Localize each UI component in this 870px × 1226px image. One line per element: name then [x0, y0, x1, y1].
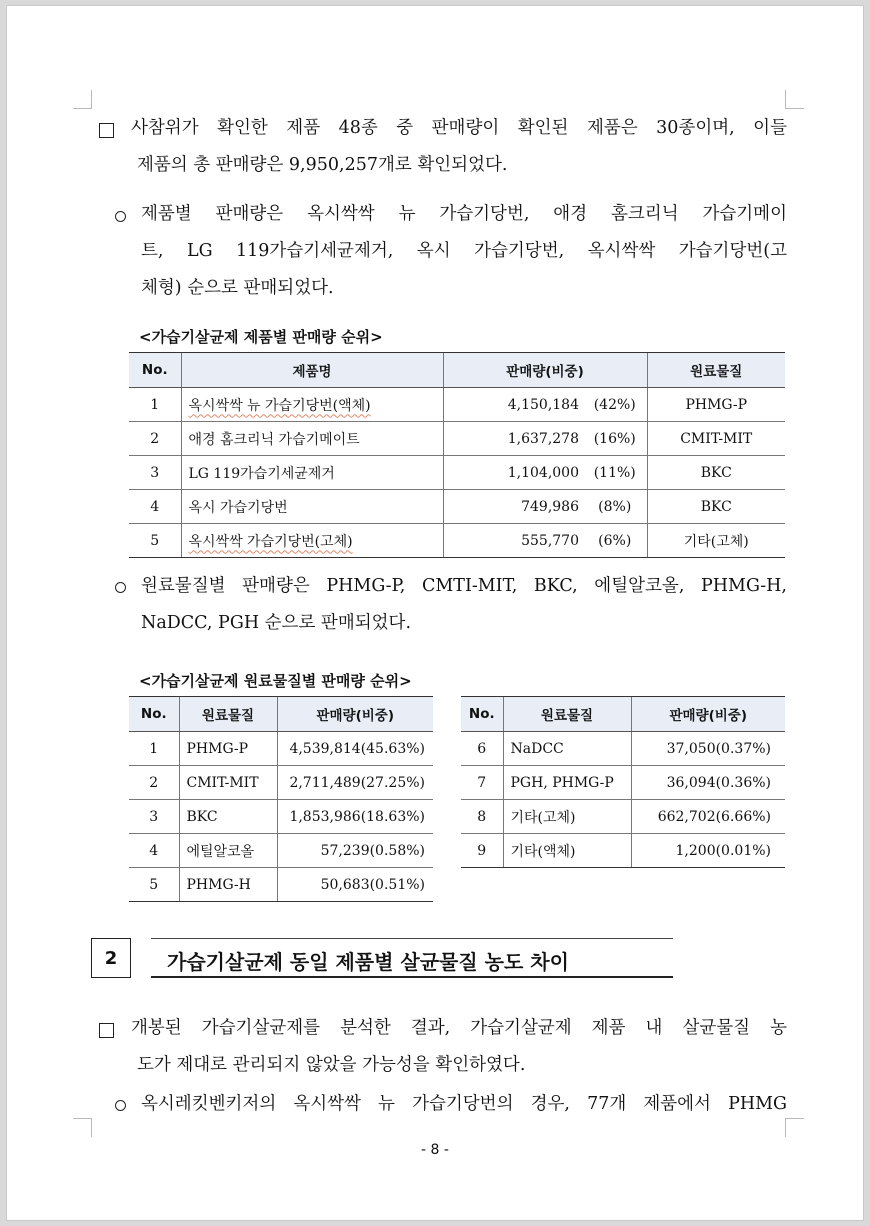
- margin-corner-mark: [73, 1118, 92, 1137]
- table-row: [129, 456, 785, 490]
- rank-cell: 3: [129, 456, 181, 490]
- table-row: [461, 834, 785, 868]
- paragraph-analysis-result: [131, 1010, 787, 1084]
- material-cell: CMIT-MIT: [647, 422, 785, 456]
- product-cell: 옥시 가습기당번: [181, 490, 443, 524]
- material-cell: PHMG-H: [179, 868, 277, 902]
- text-line: 트, LG 119가습기세균제거, 옥시 가습기당번, 옥시싹싹 가습기당번(고: [141, 241, 787, 261]
- margin-corner-mark: [785, 1118, 804, 1137]
- table-row: [129, 388, 785, 422]
- margin-corner-mark: [73, 90, 92, 109]
- table-row: [129, 524, 785, 558]
- document-page: [6, 5, 864, 1221]
- text-line: 도가 제대로 관리되지 않았을 가능성을 확인하였다.: [137, 1055, 526, 1075]
- section-number: 2: [91, 938, 131, 978]
- rank-cell: 8: [461, 800, 503, 834]
- share-cell: (16%): [583, 422, 647, 456]
- rank-cell: 5: [129, 524, 181, 558]
- sales-cell: 749,986: [443, 490, 583, 524]
- material-cell: PHMG-P: [647, 388, 785, 422]
- sales-cell: 57,239(0.58%): [277, 834, 433, 868]
- material-sales-table-right: [461, 696, 785, 868]
- header-sales: 판매량(비중): [443, 353, 647, 388]
- material-cell: 기타(고체): [647, 524, 785, 558]
- table-row: [461, 732, 785, 766]
- square-bullet-icon: [99, 123, 114, 138]
- header-no: No.: [461, 697, 503, 732]
- margin-corner-mark: [785, 90, 804, 109]
- sales-cell: 662,702(6.66%): [631, 800, 785, 834]
- text-line: NaDCC, PGH 순으로 판매되었다.: [141, 613, 412, 633]
- table-row: [129, 800, 433, 834]
- material-cell: PHMG-P: [179, 732, 277, 766]
- header-sales: 판매량(비중): [277, 697, 433, 732]
- circle-bullet-icon: [115, 582, 126, 593]
- paragraph-summary: [131, 110, 787, 184]
- rank-cell: 4: [129, 834, 179, 868]
- paragraph-concentration: [141, 1086, 787, 1123]
- sales-cell: 1,104,000: [443, 456, 583, 490]
- sales-cell: 2,711,489(27.25%): [277, 766, 433, 800]
- rank-cell: 9: [461, 834, 503, 868]
- table-row: [129, 490, 785, 524]
- header-product: 제품명: [181, 353, 443, 388]
- sales-cell: 36,094(0.36%): [631, 766, 785, 800]
- header-no: No.: [129, 697, 179, 732]
- share-cell: (11%): [583, 456, 647, 490]
- table-row: [129, 732, 433, 766]
- text-line: 제품별 판매량은 옥시싹싹 뉴 가습기당번, 애경 홈크리닉 가습기메이: [141, 204, 787, 224]
- rank-cell: 1: [129, 732, 179, 766]
- square-bullet-icon: [99, 1023, 114, 1038]
- text-line: 옥시레킷벤키저의 옥시싹싹 뉴 가습기당번의 경우, 77개 제품에서 PHMG: [141, 1094, 787, 1114]
- material-cell: BKC: [647, 456, 785, 490]
- table-row: [129, 868, 433, 902]
- sales-cell: 1,853,986(18.63%): [277, 800, 433, 834]
- material-sales-table-left: [129, 696, 433, 902]
- header-material: 원료물질: [179, 697, 277, 732]
- material-cell: BKC: [179, 800, 277, 834]
- material-cell: NaDCC: [503, 732, 631, 766]
- table-row: [461, 800, 785, 834]
- paragraph-material-ranking: [141, 568, 787, 642]
- sales-cell: 555,770: [443, 524, 583, 558]
- text-line: 원료물질별 판매량은 PHMG-P, CMTI-MIT, BKC, 에틸알코올, PHMG-H,: [141, 576, 787, 596]
- table-caption: <가습기살균제 제품별 판매량 순위>: [139, 328, 383, 346]
- rank-cell: 2: [129, 422, 181, 456]
- share-cell: (6%): [583, 524, 647, 558]
- material-cell: 기타(액체): [503, 834, 631, 868]
- header-material: 원료물질: [503, 697, 631, 732]
- sales-cell: 50,683(0.51%): [277, 868, 433, 902]
- material-cell: BKC: [647, 490, 785, 524]
- rank-cell: 7: [461, 766, 503, 800]
- rank-cell: 6: [461, 732, 503, 766]
- circle-bullet-icon: [115, 211, 126, 222]
- table-row: [461, 766, 785, 800]
- text-line: 사참위가 확인한 제품 48종 중 판매량이 확인된 제품은 30종이며, 이들: [131, 118, 787, 138]
- material-cell: PGH, PHMG-P: [503, 766, 631, 800]
- header-no: No.: [129, 353, 181, 388]
- table-header-row: [129, 697, 433, 732]
- product-cell: LG 119가습기세균제거: [181, 456, 443, 490]
- sales-cell: 37,050(0.37%): [631, 732, 785, 766]
- rank-cell: 1: [129, 388, 181, 422]
- rank-cell: 4: [129, 490, 181, 524]
- rank-cell: 3: [129, 800, 179, 834]
- text-line: 제품의 총 판매량은 9,950,257개로 확인되었다.: [137, 155, 508, 175]
- table-row: [129, 834, 433, 868]
- table-caption: <가습기살균제 원료물질별 판매량 순위>: [139, 672, 412, 690]
- paragraph-product-ranking: [141, 196, 787, 307]
- material-cell: CMIT-MIT: [179, 766, 277, 800]
- section-title: 가습기살균제 동일 제품별 살균물질 농도 차이: [167, 950, 569, 974]
- header-material: 원료물질: [647, 353, 785, 388]
- product-cell: 애경 홈크리닉 가습기메이트: [181, 422, 443, 456]
- sales-cell: 1,200(0.01%): [631, 834, 785, 868]
- header-sales: 판매량(비중): [631, 697, 785, 732]
- text-line: 체형) 순으로 판매되었다.: [141, 278, 334, 298]
- table-header-row: [129, 353, 785, 388]
- material-cell: 기타(고체): [503, 800, 631, 834]
- sales-cell: 4,150,184: [443, 388, 583, 422]
- share-cell: (8%): [583, 490, 647, 524]
- circle-bullet-icon: [115, 1100, 126, 1111]
- text-line: 개봉된 가습기살균제를 분석한 결과, 가습기살균제 제품 내 살균물질 농: [131, 1018, 787, 1038]
- sales-cell: 1,637,278: [443, 422, 583, 456]
- sales-cell: 4,539,814(45.63%): [277, 732, 433, 766]
- product-sales-table: [129, 352, 785, 558]
- rank-cell: 5: [129, 868, 179, 902]
- rank-cell: 2: [129, 766, 179, 800]
- material-cell: 에틸알코올: [179, 834, 277, 868]
- product-cell: 옥시싹싹 뉴 가습기당번(액체): [181, 388, 443, 422]
- table-header-row: [461, 697, 785, 732]
- table-row: [129, 766, 433, 800]
- page-number: - 8 -: [421, 1142, 449, 1158]
- share-cell: (42%): [583, 388, 647, 422]
- table-row: [129, 422, 785, 456]
- product-cell: 옥시싹싹 가습기당번(고체): [181, 524, 443, 558]
